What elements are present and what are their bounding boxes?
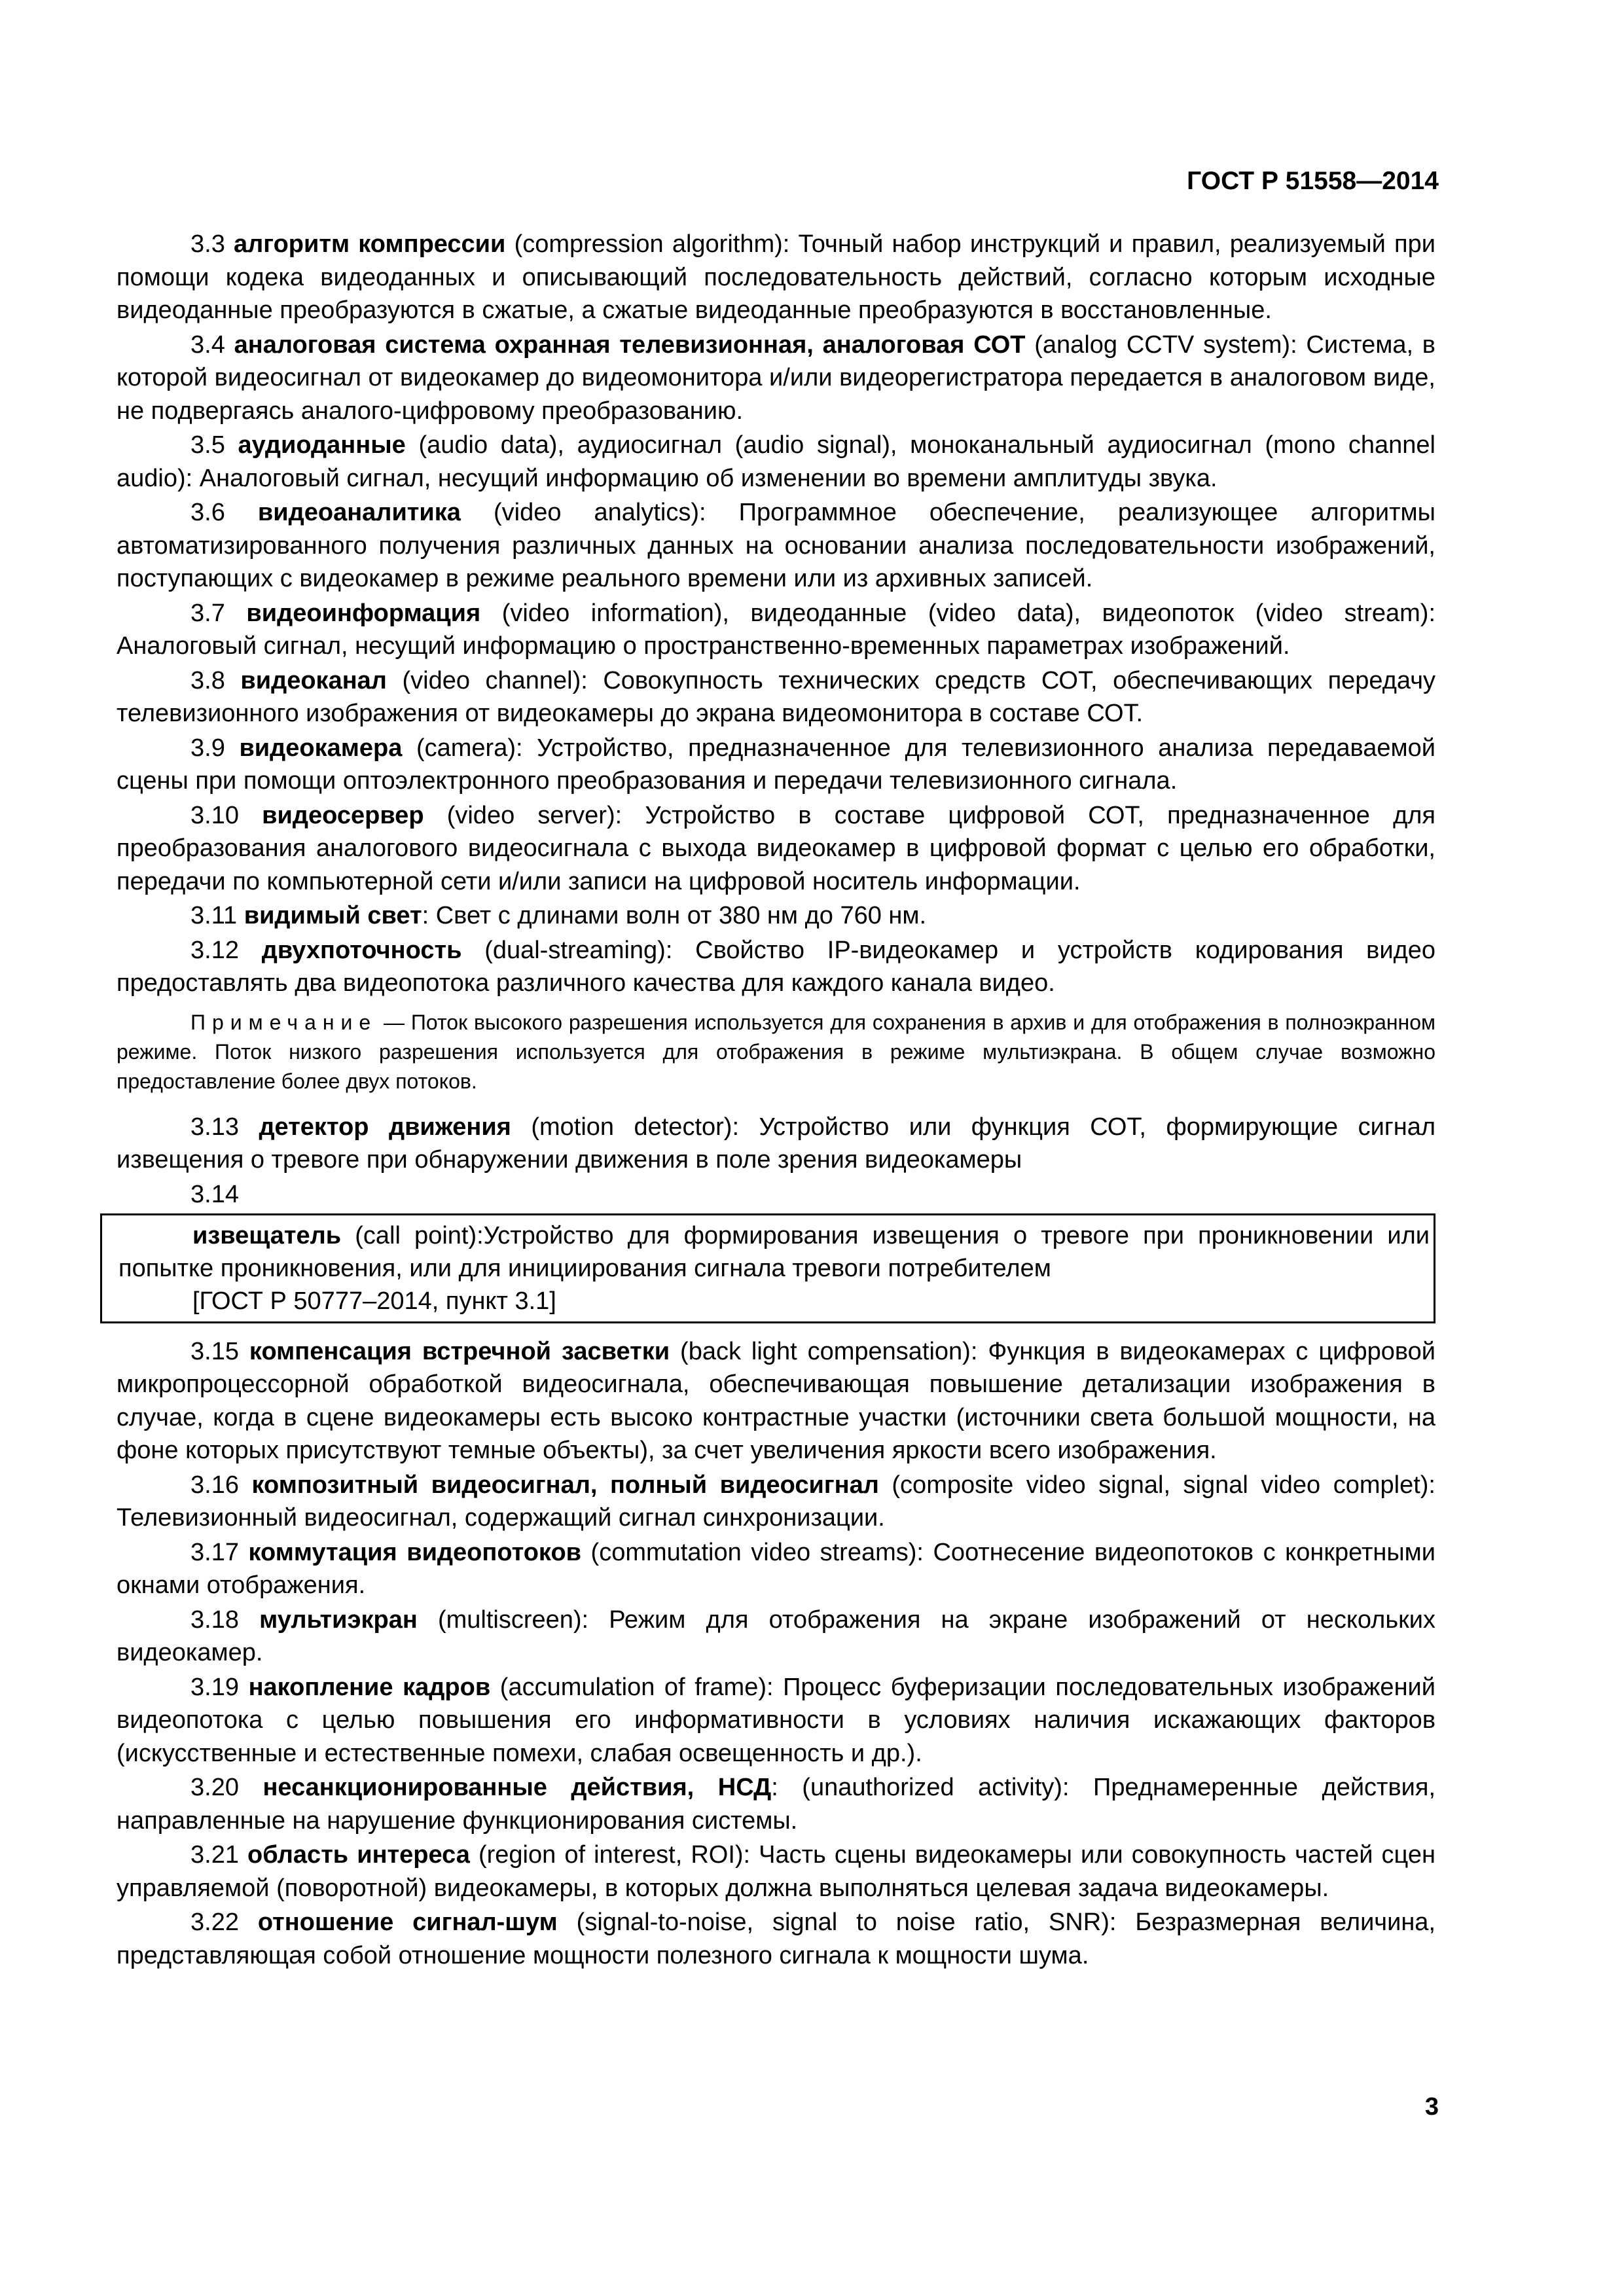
definition-text: (dual-streaming): Свойство IP-видеокамер и устройств кодирования видео предоставлять два видеопотока различного качества для каждого канала видео. — [117, 936, 1436, 997]
definition-term: извещатель — [192, 1221, 342, 1249]
definition-term: видеоинформация — [246, 599, 481, 627]
definition-number: 3.12 — [190, 936, 239, 964]
standard-header: ГОСТ Р 51558—2014 — [1187, 167, 1439, 195]
definition-3-13 — [117, 1111, 1435, 1177]
definition-number: 3.21 — [190, 1841, 239, 1869]
note-text: — Поток высокого разрешения используется для сохранения в архив и для отображения в полноэкранном режиме. Поток низкого разрешения используется для отображения в режиме мультиэкрана. В общем случае возможно предоставление более двух потоков. — [117, 1010, 1435, 1093]
definitions-group-2 — [117, 1335, 1435, 1973]
definition-3-8 — [117, 664, 1435, 730]
definition-3-9 — [117, 732, 1435, 798]
definition-3-17 — [117, 1536, 1435, 1602]
definition-3-14 — [118, 1219, 1430, 1285]
definition-term: видеокамера — [239, 734, 403, 762]
definition-number: 3.6 — [190, 499, 225, 526]
definition-3-15 — [117, 1335, 1435, 1467]
definition-number: 3.17 — [190, 1538, 239, 1566]
definitions-group-1 — [117, 228, 1435, 1000]
definition-text: (call point):Устройство для формирования извещения о тревоге при проникновении или попытке проникновения, или для инициирования сигнала тревоги потребителем — [118, 1221, 1430, 1282]
definition-text: (motion detector): Устройство или функция СОТ, формирующие сигнал извещения о тревоге при обнаружении движения в поле зрения видеокамеры — [117, 1113, 1436, 1174]
definition-number: 3.15 — [190, 1337, 239, 1365]
definition-number: 3.19 — [190, 1673, 239, 1701]
definition-number: 3.8 — [190, 666, 225, 694]
definition-3-6 — [117, 496, 1435, 596]
definition-3-16 — [117, 1469, 1435, 1535]
definition-3-21 — [117, 1839, 1435, 1905]
definition-term: накопление кадров — [248, 1673, 491, 1701]
quoted-definition-box — [100, 1213, 1435, 1323]
definition-term: область интереса — [247, 1841, 470, 1869]
definition-number: 3.22 — [190, 1909, 239, 1936]
definition-term: отношение сигнал-шум — [257, 1909, 558, 1936]
definition-text: (back light compensation): Функция в видеокамерах с цифровой микропроцессорной обработкой видеосигнала, обеспечивающая повышение детализации изображения в случае, когда в сцене видеокамеры есть высоко контрастные участки (источники света большой мощности, на фоне которых присутствуют темные объекты), за счет увеличения яркости всего изображения. — [117, 1337, 1435, 1464]
definition-number: 3.9 — [190, 734, 225, 762]
definition-text: (video analytics): Программное обеспечение, реализующее алгоритмы автоматизированного получения различных данных на основании анализа последовательности изображений, поступающих с видеокамер в режиме реального времени или из архивных записей. — [117, 499, 1435, 592]
definition-term: композитный видеосигнал, полный видеосигнал — [251, 1471, 879, 1499]
definition-text: (compression algorithm): Точный набор инструкций и правил, реализуемый при помощи кодека видеоданных и описывающий последовательность действий, согласно которым исходные видеоданные преобразуются в сжатые, а сжатые видеоданные преобразуются в восстановленные. — [117, 230, 1435, 324]
definition-3-12 — [117, 934, 1435, 1000]
document-body — [117, 228, 1435, 1973]
definition-term: коммутация видеопотоков — [248, 1538, 582, 1566]
definition-text: (multiscreen): Режим для отображения на экране изображений от нескольких видеокамер. — [117, 1605, 1436, 1666]
definition-term: аудиоданные — [238, 431, 406, 459]
definition-text: (signal-to-noise, signal to noise ratio, SNR): Безразмерная величина, представляющая собой отношение мощности полезного сигнала к мощности шума. — [117, 1909, 1436, 1969]
definition-3-20 — [117, 1771, 1435, 1837]
definition-text: (video channel): Совокупность технических средств СОТ, обеспечивающих передачу телевизионного изображения от видеокамеры до экрана видеомонитора в составе СОТ. — [117, 666, 1435, 727]
definition-3-7 — [117, 597, 1435, 663]
definition-text: (region of interest, ROI): Часть сцены видеокамеры или совокупность частей сцен управляемой (поворотной) видеокамеры, в которых должна выполняться целевая задача видеокамеры. — [117, 1841, 1435, 1902]
definition-term: видеосервер — [262, 801, 424, 829]
definition-3-10 — [117, 799, 1435, 899]
definition-term: видеоканал — [240, 666, 387, 694]
definition-text: (commutation video streams): Соотнесение видеопотоков с конкретными окнами отображения. — [117, 1538, 1436, 1599]
definition-number: 3.4 — [190, 331, 225, 359]
definition-3-18 — [117, 1604, 1435, 1670]
definition-term: аналоговая система охранная телевизионная, аналоговая СОТ — [234, 331, 1026, 359]
definition-source-reference: [ГОСТ Р 50777–2014, пункт 3.1] — [192, 1287, 556, 1315]
definition-number: 3.13 — [190, 1113, 239, 1141]
definition-text: (analog CCTV system): Система, в которой видеосигнал от видеокамер до видеомонитора и/или видеорегистратора передается в аналоговом виде, не подвергаясь аналого-цифровому преобразованию. — [117, 331, 1435, 425]
definition-number: 3.11 — [190, 902, 238, 929]
definition-term: видеоаналитика — [257, 499, 461, 526]
definition-text: (composite video signal, signal video complet): Телевизионный видеосигнал, содержащий сигнал синхронизации. — [117, 1471, 1435, 1532]
definition-3-22 — [117, 1906, 1435, 1972]
definition-term: детектор движения — [259, 1113, 511, 1141]
definition-text: (video server): Устройство в составе цифровой СОТ, предназначенное для преобразования аналогового видеосигнала с выхода видеокамер в цифровой формат с целью его обработки, передачи по компьютерной сети и/или записи на цифровой носитель информации. — [117, 801, 1435, 895]
definition-number: 3.10 — [190, 801, 239, 829]
definition-number: 3.7 — [190, 599, 225, 627]
definition-term: алгоритм компрессии — [234, 230, 506, 258]
definition-text: (audio data), аудиосигнал (audio signal), моноканальный аудиосигнал (mono channel audio): Аналоговый сигнал, несущий информацию об изменении во времени амплитуды звука. — [117, 431, 1435, 492]
definition-number: 3.3 — [190, 230, 225, 258]
definition-3-19 — [117, 1671, 1435, 1770]
definition-text: : Свет с длинами волн от 380 нм до 760 нм. — [422, 902, 927, 929]
definition-text: (video information), видеоданные (video data), видеопоток (video stream): Аналоговый сигнал, несущий информацию о пространственно-временных параметрах изображений. — [117, 599, 1436, 660]
definition-text: (camera): Устройство, предназначенное для телевизионного анализа передаваемой сцены при помощи оптоэлектронного преобразования и передачи телевизионного сигнала. — [117, 734, 1435, 795]
definition-term: несанкционированные действия, НСД — [262, 1774, 772, 1801]
definition-term: компенсация встречной засветки — [249, 1337, 670, 1365]
definition-text: : (unauthorized activity): Преднамеренные действия, направленные на нарушение функционирования системы. — [117, 1774, 1436, 1835]
definition-term: мультиэкран — [259, 1605, 418, 1634]
definition-3-14-number: 3.14 — [190, 1180, 239, 1208]
definition-number: 3.20 — [190, 1774, 239, 1801]
definition-term: двухпоточность — [261, 936, 462, 964]
definition-number: 3.5 — [190, 431, 225, 459]
definition-3-3 — [117, 228, 1435, 327]
note-label: Примечание — [190, 1010, 378, 1034]
definition-3-4 — [117, 329, 1435, 428]
definition-text: (accumulation of frame): Процесс буферизации последовательных изображений видеопотока с целью повышения его информативности в условиях наличия искажающих факторов (искусственные и естественные помехи, слабая освещенность и др.). — [117, 1673, 1436, 1767]
definition-number: 3.16 — [190, 1471, 239, 1499]
definition-term: видимый свет — [244, 902, 422, 929]
note — [117, 1008, 1435, 1096]
definition-3-5 — [117, 429, 1435, 495]
definition-3-11 — [117, 899, 1435, 933]
page-number: 3 — [1424, 2093, 1439, 2121]
definition-number: 3.18 — [190, 1605, 239, 1634]
